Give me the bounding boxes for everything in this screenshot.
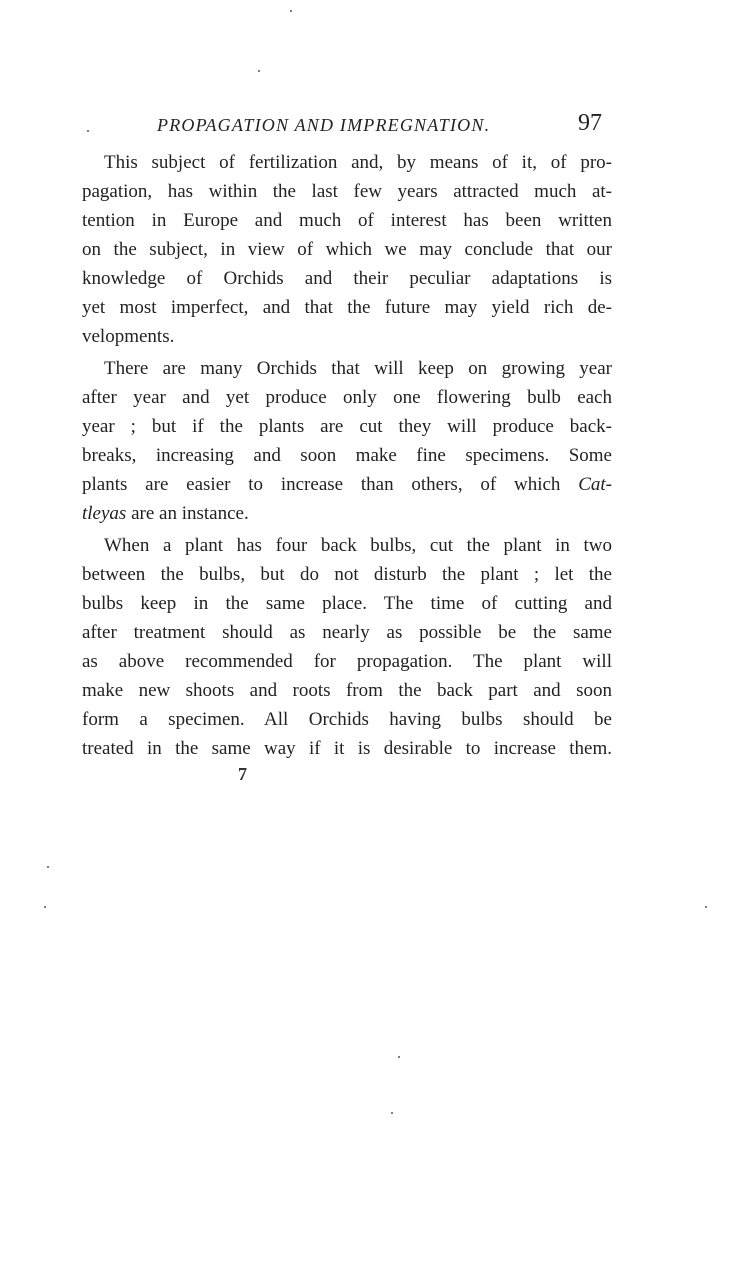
paper-speck (290, 10, 292, 12)
paper-speck (398, 1056, 400, 1058)
paper-speck (258, 70, 260, 72)
text-line-mixed (82, 499, 612, 528)
text-line: When a plant has four back bulbs, cut the plant in two (104, 535, 612, 556)
text-line: between the bulbs, but do not disturb the plant ; let the (82, 564, 612, 585)
paragraph-growing (82, 354, 612, 528)
text-line: knowledge of Orchids and their peculiar adaptations is (82, 268, 612, 289)
text-line: This subject of fertilization and, by means of it, of pro- (104, 152, 612, 173)
page-number: 97 (578, 110, 602, 136)
running-head (152, 112, 612, 142)
text-line: breaks, increasing and soon make fine specimens. Some (82, 445, 612, 466)
paper-speck (87, 130, 89, 132)
paper-speck (705, 906, 707, 908)
text-line: yet most imperfect, and that the future may yield rich de- (82, 297, 612, 318)
text-line: treated in the same way if it is desirable to increase them. (82, 738, 612, 759)
italic-term-cattleyas-start: Cat- (578, 474, 612, 495)
text-line: after treatment should as nearly as possible be the same (82, 622, 612, 643)
text-line: as above recommended for propagation. The plant will (82, 651, 612, 672)
text-line: tention in Europe and much of interest has been written (82, 210, 612, 231)
running-title: PROPAGATION AND IMPREGNATION. (157, 115, 491, 135)
text-line: bulbs keep in the same place. The time of cutting and (82, 593, 612, 614)
body-text (82, 148, 612, 763)
signature-mark: 7 (238, 764, 247, 784)
paragraph-fertilization (82, 148, 612, 351)
paragraph-cutting (82, 531, 612, 763)
text-line: velopments. (82, 326, 175, 347)
text-line: year ; but if the plants are cut they will produce back- (82, 416, 612, 437)
text-line-mixed (82, 470, 612, 499)
text-line: make new shoots and roots from the back part and soon (82, 680, 612, 701)
text-line: after year and yet produce only one flowering bulb each (82, 387, 612, 408)
italic-term-cattleyas-end: tleyas (82, 503, 127, 524)
text-segment: are an instance. (131, 503, 249, 524)
text-line: pagation, has within the last few years attracted much at- (82, 181, 612, 202)
text-line: form a specimen. All Orchids having bulbs should be (82, 709, 612, 730)
paper-speck (47, 866, 49, 868)
paper-speck (391, 1112, 393, 1114)
paper-speck (44, 906, 46, 908)
text-line: on the subject, in view of which we may conclude that our (82, 239, 612, 260)
text-segment: plants are easier to increase than others, of which (82, 474, 579, 495)
text-line: There are many Orchids that will keep on growing year (104, 358, 612, 379)
